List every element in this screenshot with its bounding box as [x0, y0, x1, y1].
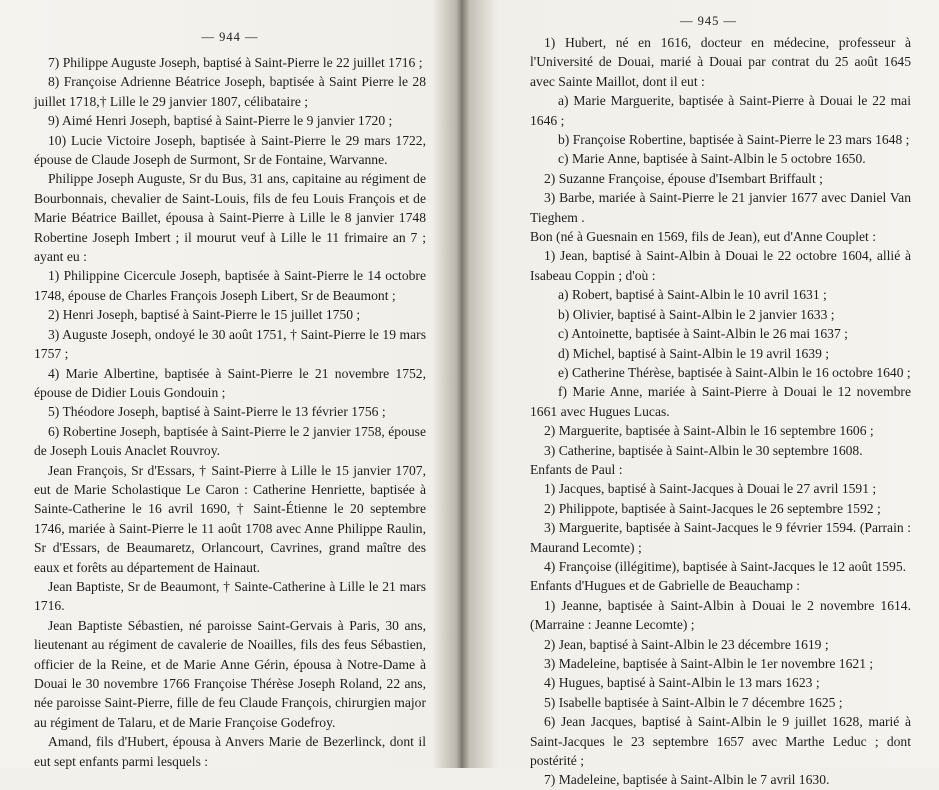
paragraph: 10) Lucie Victoire Joseph, baptisée à Saint-Pierre le 29 mars 1722, épouse de Claude Joseph de Surmont, Sr de Fontaine, Warvanne.: [34, 132, 426, 168]
paragraph: f) Marie Anne, mariée à Saint-Pierre à Douai le 12 novembre 1661 avec Hugues Lucas.: [530, 384, 911, 419]
paragraph: Jean Baptiste, Sr de Beaumont, † Sainte-Catherine à Lille le 21 mars 1716.: [34, 578, 426, 614]
paragraph: Jean François, Sr d'Essars, † Saint-Pierre à Lille le 15 janvier 1707, eut de Marie Scholastique Le Caron : Catherine Henriette, baptisée à Sainte-Catherine le 16 avril 1690, † Saint-Étienne le 20 septembre 1746, mariée à Saint-Pierre le 11 août 1708 avec Anne Philippe Raulin, Sr d'Essars, de Beaumaretz, Orlancourt, Cavrines, grand maître des eaux et forêts au département de Hainaut.: [34, 462, 426, 575]
paragraph: Philippe Joseph Auguste, Sr du Bus, 31 ans, capitaine au régiment de Bourbonnais, chevalier de Saint-Louis, fils de feu Louis François et de Marie Béatrice Baillet, épousa à Saint-Pierre à Lille le 8 janvier 1748 Robertine Joseph Imbert ; il mourut veuf à Lille le 11 frimaire an 7 ; ayant eu :: [34, 171, 426, 265]
paragraph: a) Robert, baptisé à Saint-Albin le 10 avril 1631 ;: [558, 287, 827, 303]
paragraph: 6) Jean Jacques, baptisé à Saint-Albin le 9 juillet 1628, marié à Saint-Jacques le 23 septembre 1657 avec Marthe Leduc ; dont postérité ;: [530, 714, 911, 769]
paragraph: c) Marie Anne, baptisée à Saint-Albin le 5 octobre 1650.: [558, 151, 866, 167]
paragraph: d) Michel, baptisé à Saint-Albin le 19 avril 1639 ;: [558, 345, 830, 361]
paragraph: 1) Jean, baptisé à Saint-Albin à Douai le 22 octobre 1604, allié à Isabeau Coppin ; d'où :: [530, 248, 911, 283]
paragraph: 3) Auguste Joseph, ondoyé le 30 août 1751, † Saint-Pierre le 19 mars 1757 ;: [34, 326, 426, 362]
paragraph: Enfants de Paul :: [530, 461, 623, 477]
paragraph: 2) Suzanne Françoise, épouse d'Isembart Briffault ;: [544, 170, 823, 186]
paragraph: 4) Hugues, baptisé à Saint-Albin le 13 mars 1623 ;: [544, 675, 820, 691]
paragraph: 4) Marie Albertine, baptisée à Saint-Pierre le 21 novembre 1752, épouse de Didier Louis Gondouin ;: [34, 365, 426, 400]
page-number-945: — 945 —: [680, 14, 737, 28]
paragraph: 6) Robertine Joseph, baptisée à Saint-Pierre le 2 janvier 1758, épouse de Joseph Louis Anaclet Rouvroy.: [34, 423, 426, 459]
paragraph: 5) Théodore Joseph, baptisé à Saint-Pierre le 13 février 1756 ;: [48, 404, 386, 420]
paragraph: 1) Jeanne, baptisée à Saint-Albin à Douai le 2 novembre 1614. (Marraine : Jeanne Lecomte) ;: [530, 597, 911, 633]
paragraph: 2) Henri Joseph, baptisé à Saint-Pierre le 15 juillet 1750 ;: [48, 307, 361, 323]
paragraph: Jean Baptiste Sébastien, né paroisse Saint-Gervais à Paris, 30 ans, lieutenant au régiment de cavalerie de Noailles, fils des feus Sébastien, officier de la Reine, et de Marie Anne Gérin, épousa à Notre-Dame à Douai le 30 novembre 1766 Françoise Thérèse Joseph Roland, 22 ans, née paroisse Saint-Pierre, fille de feu Claude François, chirurgien major au régiment de Talaru, et de Marie Françoise Godefroy.: [34, 617, 426, 730]
paragraph: 1) Hubert, né en 1616, docteur en médecine, professeur à l'Université de Douai, marié à Douai par contrat du 25 août 1645 avec Sainte Maillot, dont il eut :: [530, 35, 911, 89]
paragraph: 4) Françoise (illégitime), baptisée à Saint-Jacques le 12 août 1595.: [544, 558, 907, 574]
paragraph: 3) Barbe, mariée à Saint-Pierre le 21 janvier 1677 avec Daniel Van Tieghem .: [530, 190, 911, 225]
paragraph: 2) Philippote, baptisée à Saint-Jacques le 26 septembre 1592 ;: [544, 500, 881, 516]
left-page-text: [34, 53, 426, 771]
paragraph: 1) Philippine Cicercule Joseph, baptisée à Saint-Pierre le 14 octobre 1748, épouse de Charles François Joseph Libert, Sr de Beaumont ;: [34, 268, 426, 303]
right-page: [470, 0, 939, 788]
paragraph: 2) Marguerite, baptisée à Saint-Albin le 16 septembre 1606 ;: [544, 423, 874, 439]
paragraph: 9) Aimé Henri Joseph, baptisé à Saint-Pierre le 9 janvier 1720 ;: [48, 113, 393, 129]
paragraph: e) Catherine Thérèse, baptisée à Saint-Albin le 16 octobre 1640 ;: [558, 364, 911, 380]
paragraph: Bon (né à Guesnain en 1569, fils de Jean), eut d'Anne Couplet :: [530, 229, 876, 245]
paragraph: 7) Philippe Auguste Joseph, baptisé à Saint-Pierre le 22 juillet 1716 ;: [48, 55, 423, 70]
paragraph: 2) Jean, baptisé à Saint-Albin le 23 décembre 1619 ;: [544, 636, 829, 652]
paragraph: c) Antoinette, baptisée à Saint-Albin le 26 mai 1637 ;: [558, 326, 848, 342]
paragraph: b) Olivier, baptisé à Saint-Albin le 2 janvier 1633 ;: [558, 306, 835, 322]
paragraph: 3) Marguerite, baptisée à Saint-Jacques le 9 février 1594. (Parrain : Maurand Lecomte) ;: [530, 520, 911, 555]
paragraph: b) Françoise Robertine, baptisée à Saint-Pierre le 23 mars 1648 ;: [558, 132, 910, 148]
paragraph: 8) Françoise Adrienne Béatrice Joseph, baptisée à Saint Pierre le 28 juillet 1718,† Lille le 29 janvier 1807, célibataire ;: [34, 74, 426, 109]
paragraph: a) Marie Marguerite, baptisée à Saint-Pierre à Douai le 22 mai 1646 ;: [530, 93, 911, 128]
paragraph: 7) Madeleine, baptisée à Saint-Albin le 7 avril 1630.: [544, 772, 830, 788]
paragraph: 5) Isabelle baptisée à Saint-Albin le 7 décembre 1625 ;: [544, 694, 843, 710]
paragraph: 1) Jacques, baptisé à Saint-Jacques à Douai le 27 avril 1591 ;: [544, 481, 877, 497]
paragraph: Enfants d'Hugues et de Gabrielle de Beauchamp :: [530, 578, 801, 594]
page-number-944: — 944 —: [201, 30, 259, 44]
right-page-text: [530, 33, 911, 790]
paragraph: Amand, fils d'Hubert, épousa à Anvers Marie de Bezerlinck, dont il eut sept enfants parmi lesquels :: [34, 734, 426, 769]
left-page: [0, 0, 452, 768]
paragraph: 3) Madeleine, baptisée à Saint-Albin le 1er novembre 1621 ;: [544, 656, 874, 671]
paragraph: 3) Catherine, baptisée à Saint-Albin le 30 septembre 1608.: [544, 442, 863, 458]
